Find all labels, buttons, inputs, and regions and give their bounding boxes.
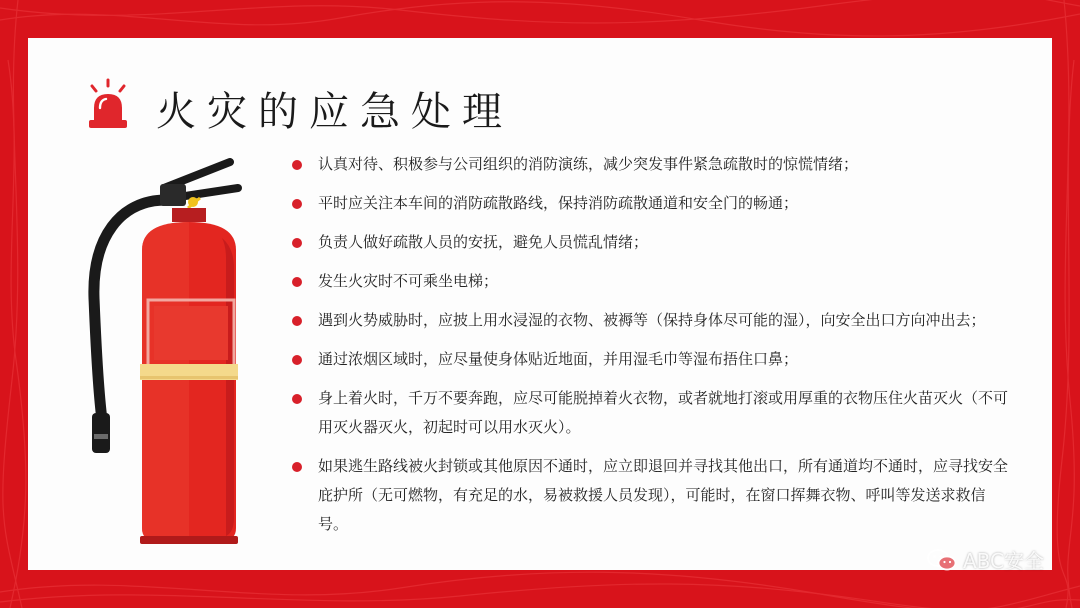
watermark bbox=[927, 545, 1044, 574]
list-item-text: 如果逃生路线被火封锁或其他原因不通时，应立即退回并寻找其他出口，所有通道均不通时，应寻找安全庇护所（无可燃物，有充足的水，易被救援人员发现），可能时，在窗口挥舞衣物、呼叫等发送求救信号。 bbox=[318, 457, 1009, 533]
content-card bbox=[28, 38, 1052, 570]
wechat-icon bbox=[927, 548, 957, 572]
list-item-text: 身上着火时，千万不要奔跑，应尽可能脱掉着火衣物，或者就地打滚或用厚重的衣物压住火苗灭火（不可用灭火器灭火，初起时可以用水灭火）。 bbox=[318, 389, 1009, 436]
list-item bbox=[290, 306, 1012, 335]
alarm-siren-icon bbox=[86, 78, 130, 132]
list-item bbox=[290, 150, 1012, 179]
list-item-text: 负责人做好疏散人员的安抚，避免人员慌乱情绪； bbox=[318, 233, 649, 251]
list-item bbox=[290, 384, 1012, 442]
bullet-dot-icon bbox=[292, 160, 302, 170]
bullet-dot-icon bbox=[292, 316, 302, 326]
list-item-text: 平时应关注本车间的消防疏散路线，保持消防疏散通道和安全门的畅通； bbox=[318, 194, 799, 212]
bullet-dot-icon bbox=[292, 238, 302, 248]
safety-instructions-list bbox=[290, 150, 1012, 549]
list-item bbox=[290, 189, 1012, 218]
watermark-text: ABC安全 bbox=[962, 549, 1044, 573]
list-item-text: 遇到火势威胁时，应披上用水浸湿的衣物、被褥等（保持身体尽可能的湿），向安全出口方向冲出去； bbox=[318, 311, 986, 329]
list-item bbox=[290, 452, 1012, 539]
bullet-dot-icon bbox=[292, 199, 302, 209]
list-item bbox=[290, 228, 1012, 257]
list-item-text: 认真对待、积极参与公司组织的消防演练，减少突发事件紧急疏散时的惊慌情绪； bbox=[318, 155, 859, 173]
list-item bbox=[290, 267, 1012, 296]
list-item-text: 发生火灾时不可乘坐电梯； bbox=[318, 272, 499, 290]
bullet-dot-icon bbox=[292, 277, 302, 287]
bullet-dot-icon bbox=[292, 355, 302, 365]
list-item-text: 通过浓烟区域时，应尽量使身体贴近地面，并用湿毛巾等湿布捂住口鼻； bbox=[318, 350, 799, 368]
page-title: 火灾的应急处理 bbox=[156, 89, 513, 135]
bullet-dot-icon bbox=[292, 394, 302, 404]
bullet-dot-icon bbox=[292, 462, 302, 472]
fire-extinguisher-icon bbox=[80, 158, 270, 550]
list-item bbox=[290, 345, 1012, 374]
